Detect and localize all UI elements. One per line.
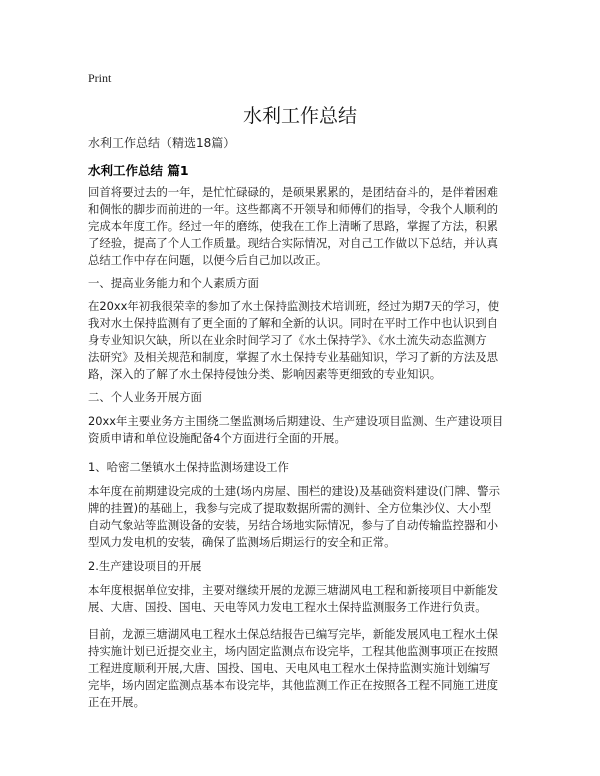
section-title-1: 一、提高业务能力和个人素质方面 xyxy=(88,276,259,290)
text-line: 工程进度顺利开展,大唐、国投、国电、天电风电工程水土保持监测实施计划编写 xyxy=(88,661,491,675)
paragraph-progress xyxy=(88,626,514,711)
text-line: 20xx年主要业务方主围绕二堡监测场后期建设、生产建设项目监测、生产建设项目 xyxy=(88,414,504,428)
text-line: 回首将要过去的一年，是忙忙碌碌的，是硕果累累的，是团结奋斗的，是伴着困难 xyxy=(88,185,499,199)
text-line: 路，深入的了解了水土保持侵蚀分类、影响因素等更细致的专业知识。 xyxy=(88,367,442,381)
text-line: 法研究》及相关规范和制度，掌握了水土保持专业基础知识，学习了新的方法及思 xyxy=(88,350,499,364)
text-line: 本年度在前期建设完成的土建(场内房屋、围栏的建设)及基础资料建设(门牌、警示 xyxy=(88,484,501,498)
paragraph-training xyxy=(88,298,514,383)
text-line: 和倜怅的脚步而前进的一年。这些都离不开领导和师傅们的指导，令我个人顺利的 xyxy=(88,202,499,216)
text-line: 型风力发电机的安装，确保了监测场后期运行的安全和正常。 xyxy=(88,535,396,549)
text-line: 在20xx年初我很荣幸的参加了水土保持监测技术培训班，经过为期7天的学习，使 xyxy=(88,299,500,313)
paragraph-monitoring-site xyxy=(88,483,514,551)
text-line: 本年度根据单位安排，主要对继续开展的龙源三塘湖风电工程和新接项目中新能发 xyxy=(88,583,499,597)
text-line: 完毕，场内固定监测点基本布设完毕，其他监测工作正在按照各工程不同施工进度 xyxy=(88,678,499,692)
text-line: 牌的挂置)的基础上，我参与完成了提取数据所需的测针、全方位集沙仪、大小型 xyxy=(88,501,492,515)
text-line: 正在开展。 xyxy=(88,695,145,709)
text-line: 了经验，提高了个人工作质量。现结合实际情况，对自己工作做以下总结，并认真 xyxy=(88,236,499,250)
section-title-3: 1、哈密二堡镇水土保持监测场建设工作 xyxy=(88,460,289,474)
text-line: 我对水土保持监测有了更全面的了解和全新的认识。同时在平时工作中也认识到自 xyxy=(88,316,499,330)
paragraph-intro xyxy=(88,184,514,269)
text-line: 资质申请和单位设施配备4个方面进行全面的开展。 xyxy=(88,431,346,445)
text-line: 身专业知识欠缺，所以在业余时间学习了《水土保持学》、《水土流失动态监测方 xyxy=(88,333,487,347)
document-subtitle: 水利工作总结（精选18篇） xyxy=(88,136,236,150)
text-line: 持实施计划已近提交业主，场内固定监测点布设完毕，工程其他监测事项正在按照 xyxy=(88,644,499,658)
section-title-2: 二、个人业务开展方面 xyxy=(88,390,202,404)
paragraph-projects xyxy=(88,582,514,616)
paragraph-business xyxy=(88,413,514,447)
section-title-4: 2.生产建设项目的开展 xyxy=(88,559,202,573)
text-line: 完成本年度工作。经过一年的磨练，使我在工作上清晰了思路，掌握了方法，积累 xyxy=(88,219,499,233)
text-line: 自动气象站等监测设备的安装，另结合场地实际情况，参与了自动传输监控器和小 xyxy=(88,518,499,532)
text-line: 展、大唐、国投、国电、天电等风力发电工程水土保持监测服务工作进行负责。 xyxy=(88,600,487,614)
text-line: 目前，龙源三塘湖风电工程水土保总结报告已编写完毕，新能发展风电工程水土保 xyxy=(88,627,499,641)
print-label: Print xyxy=(88,71,112,85)
page-title: 水利工作总结 xyxy=(242,105,357,127)
section-heading: 水利工作总结 篇1 xyxy=(88,163,189,178)
text-line: 总结工作中存在问题，以便今后自己加以改正。 xyxy=(88,253,328,267)
